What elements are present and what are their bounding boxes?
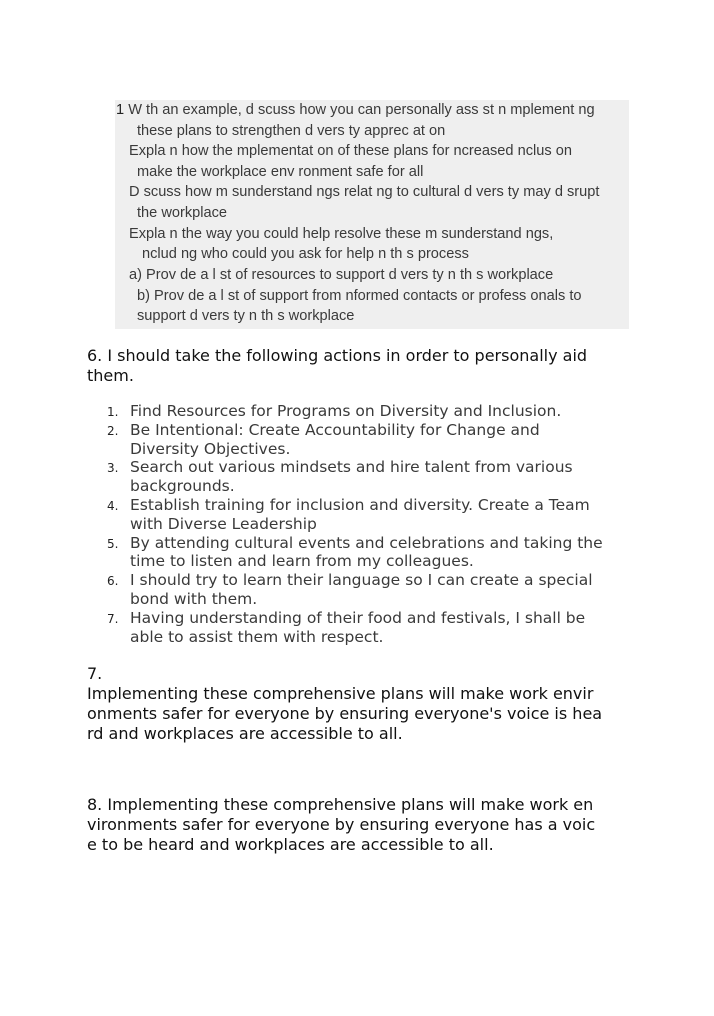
quote-line-1: 1 W th an example, d scuss how you can personally ass st n mplement ng [116, 102, 595, 118]
section-7-line-1: Implementing these comprehensive plans will make work envir [87, 684, 594, 703]
quote-line-4: make the workplace env ronment safe for all [137, 164, 424, 180]
quote-line-10: b) Prov de a l st of support from nformed contacts or profess onals to [137, 288, 582, 304]
section-8 [87, 795, 647, 855]
section-7-number: 7. [87, 664, 103, 683]
list-item: 1. Find Resources for Programs on Diversity and Inclusion. [107, 402, 562, 420]
list-item: 6. I should try to learn their language so I can create a special bond with them. [107, 571, 593, 608]
quote-line-11: support d vers ty n th s workplace [137, 308, 355, 324]
list-item: 2. Be Intentional: Create Accountability for Change and Diversity Objectives. [107, 420, 540, 458]
section-8-line-2: vironments safer for everyone by ensuring everyone has a voic [87, 815, 596, 834]
list-item: 4. Establish training for inclusion and diversity. Create a Team with Diverse Leadership [107, 495, 590, 533]
quote-line-8: nclud ng who could you ask for help n th s process [142, 246, 469, 262]
quote-line-5: D scuss how m sunderstand ngs relat ng to cultural d vers ty may d srupt [129, 184, 600, 200]
section-6-heading [87, 346, 647, 386]
quoted-task-box [115, 100, 629, 329]
quote-line-2: these plans to strengthen d vers ty apprec at on [137, 123, 446, 139]
quote-line-3: Expla n how the mplementat on of these plans for ncreased nclus on [129, 143, 572, 159]
list-item: 7. Having understanding of their food and festivals, I shall be able to assist them with respect. [107, 608, 586, 646]
quote-line-6: the workplace [137, 205, 228, 221]
section-7-line-2: onments safer for everyone by ensuring everyone's voice is hea [87, 704, 603, 723]
section-7-line-3: rd and workplaces are accessible to all. [87, 724, 403, 743]
section-8-line-1: 8. Implementing these comprehensive plans will make work en [87, 795, 594, 814]
section-6-heading-line-1: 6. I should take the following actions in order to personally aid [87, 346, 588, 365]
list-item: 3. Search out various mindsets and hire talent from various backgrounds. [107, 458, 573, 496]
quote-number: 1 [116, 102, 125, 118]
quote-line-7: Expla n the way you could help resolve these m sunderstand ngs, [129, 226, 554, 242]
section-6-heading-line-2: them. [87, 366, 134, 385]
section-7 [87, 664, 647, 744]
action-list [87, 402, 647, 646]
list-item: 5. By attending cultural events and celebrations and taking the time to listen and learn from my colleagues. [107, 533, 603, 571]
section-8-line-3: e to be heard and workplaces are accessible to all. [87, 835, 494, 854]
quote-line-9: a) Prov de a l st of resources to support d vers ty n th s workplace [129, 267, 554, 283]
